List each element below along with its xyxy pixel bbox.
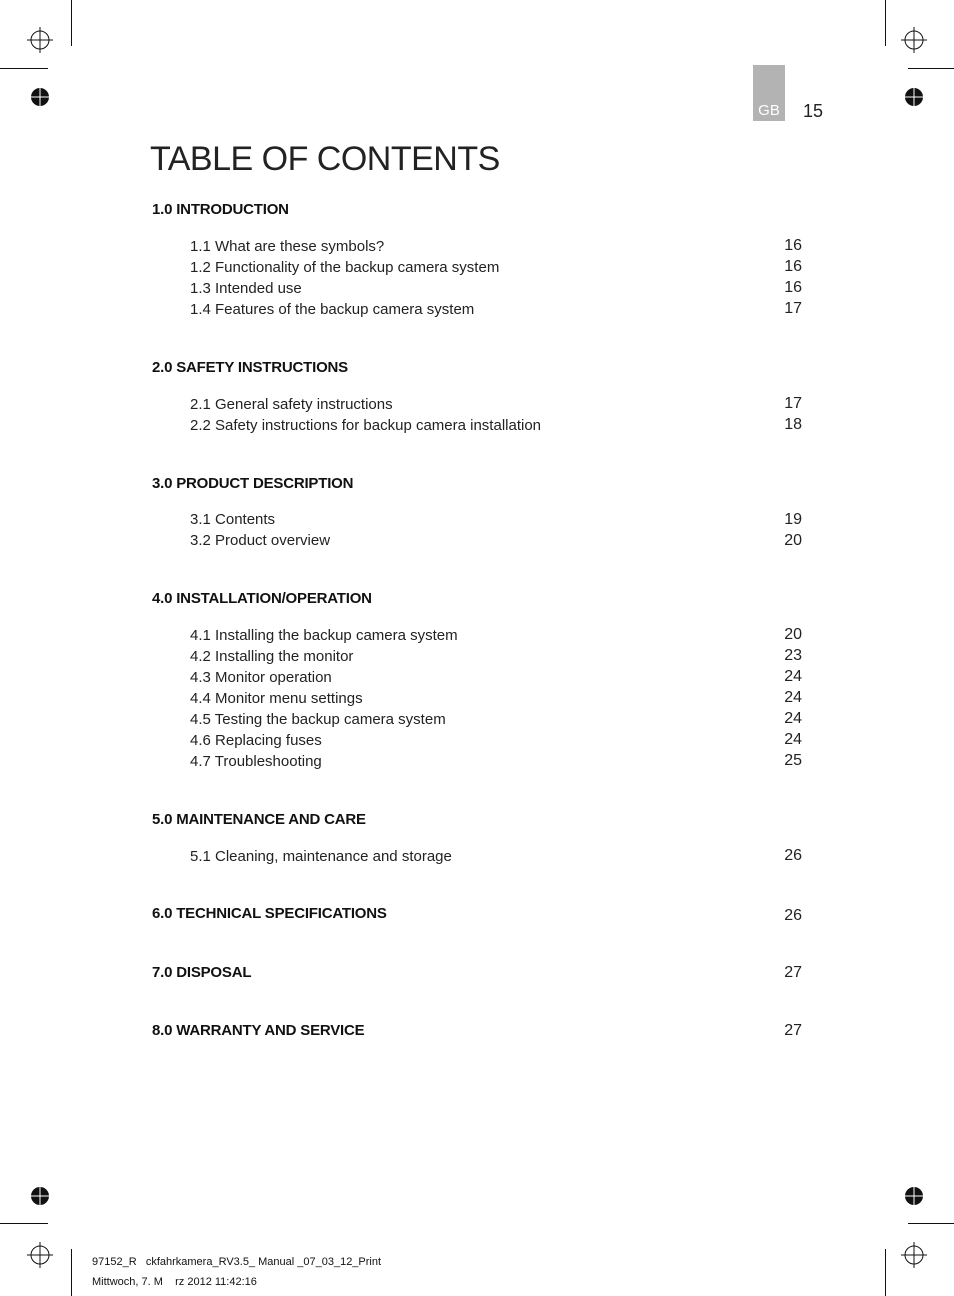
toc-entry: 1.2 Functionality of the backup camera system xyxy=(190,259,500,276)
toc-page: 24 xyxy=(784,710,802,727)
toc-entry: 4.5 Testing the backup camera system xyxy=(190,711,446,728)
toc-section-heading: 5.0 MAINTENANCE AND CARE xyxy=(152,811,366,828)
toc-entry: 4.2 Installing the monitor xyxy=(190,648,354,665)
crop-mark-bottom-left-h xyxy=(0,1223,48,1224)
page-title: TABLE OF CONTENTS xyxy=(150,140,500,178)
toc-page: 23 xyxy=(784,647,802,664)
crop-mark-top-left-h xyxy=(0,68,48,69)
toc-entry: 3.2 Product overview xyxy=(190,532,331,549)
toc-page: 26 xyxy=(784,907,802,924)
toc-entry: 2.2 Safety instructions for backup camera installation xyxy=(190,417,542,434)
toc-entry: 4.1 Installing the backup camera system xyxy=(190,627,458,644)
toc-entry: 3.1 Contents xyxy=(190,511,276,528)
toc-page: 18 xyxy=(784,416,802,433)
toc-entry: 4.6 Replacing fuses xyxy=(190,732,322,749)
toc-entry: 4.4 Monitor menu settings xyxy=(190,690,363,707)
toc-section-heading: 1.0 INTRODUCTION xyxy=(152,201,289,218)
toc-entry: 4.3 Monitor operation xyxy=(190,669,332,686)
registration-dot-icon xyxy=(30,1186,50,1206)
toc-page: 17 xyxy=(784,395,802,412)
toc-page: 27 xyxy=(784,964,802,981)
toc-page: 16 xyxy=(784,237,802,254)
toc-entry: 1.3 Intended use xyxy=(190,280,302,297)
registration-dot-icon xyxy=(904,1186,924,1206)
toc-page: 24 xyxy=(784,731,802,748)
toc-entry: 2.1 General safety instructions xyxy=(190,396,393,413)
toc-section-heading: 8.0 WARRANTY AND SERVICE xyxy=(152,1022,365,1039)
toc-page: 16 xyxy=(784,279,802,296)
registration-target-icon xyxy=(27,27,53,53)
crop-mark-bottom-left-v xyxy=(71,1249,72,1296)
toc-section-heading: 4.0 INSTALLATION/OPERATION xyxy=(152,590,372,607)
crop-mark-top-right-h xyxy=(908,68,954,69)
toc-page: 26 xyxy=(784,847,802,864)
toc-entry: 1.1 What are these symbols? xyxy=(190,238,385,255)
toc-page: 20 xyxy=(784,532,802,549)
registration-target-icon xyxy=(27,1242,53,1268)
toc-section-heading: 7.0 DISPOSAL xyxy=(152,964,252,981)
print-slug-line-1: 97152_R ckfahrkamera_RV3.5_ Manual _07_03_12_Print xyxy=(92,1256,382,1268)
toc-page: 27 xyxy=(784,1022,802,1039)
toc-page: 25 xyxy=(784,752,802,769)
print-slug-line-2: Mittwoch, 7. M rz 2012 11:42:16 xyxy=(92,1276,257,1288)
toc-entry: 1.4 Features of the backup camera system xyxy=(190,301,475,318)
crop-mark-bottom-right-v xyxy=(885,1249,886,1296)
registration-dot-icon xyxy=(904,87,924,107)
toc-page: 20 xyxy=(784,626,802,643)
crop-mark-top-left-v xyxy=(71,0,72,46)
registration-target-icon xyxy=(901,27,927,53)
toc-entry: 5.1 Cleaning, maintenance and storage xyxy=(190,848,452,865)
toc-section-heading: 6.0 TECHNICAL SPECIFICATIONS xyxy=(152,905,387,922)
toc-page: 16 xyxy=(784,258,802,275)
page-number: 15 xyxy=(803,101,824,121)
toc-page: 24 xyxy=(784,668,802,685)
crop-mark-bottom-right-h xyxy=(908,1223,954,1224)
registration-dot-icon xyxy=(30,87,50,107)
registration-target-icon xyxy=(901,1242,927,1268)
toc-page: 24 xyxy=(784,689,802,706)
toc-section-heading: 2.0 SAFETY INSTRUCTIONS xyxy=(152,359,348,376)
toc-page: 17 xyxy=(784,300,802,317)
crop-mark-top-right-v xyxy=(885,0,886,46)
language-tab: GB xyxy=(753,65,785,121)
toc-page: 19 xyxy=(784,511,802,528)
toc-entry: 4.7 Troubleshooting xyxy=(190,753,322,770)
toc-section-heading: 3.0 PRODUCT DESCRIPTION xyxy=(152,475,354,492)
